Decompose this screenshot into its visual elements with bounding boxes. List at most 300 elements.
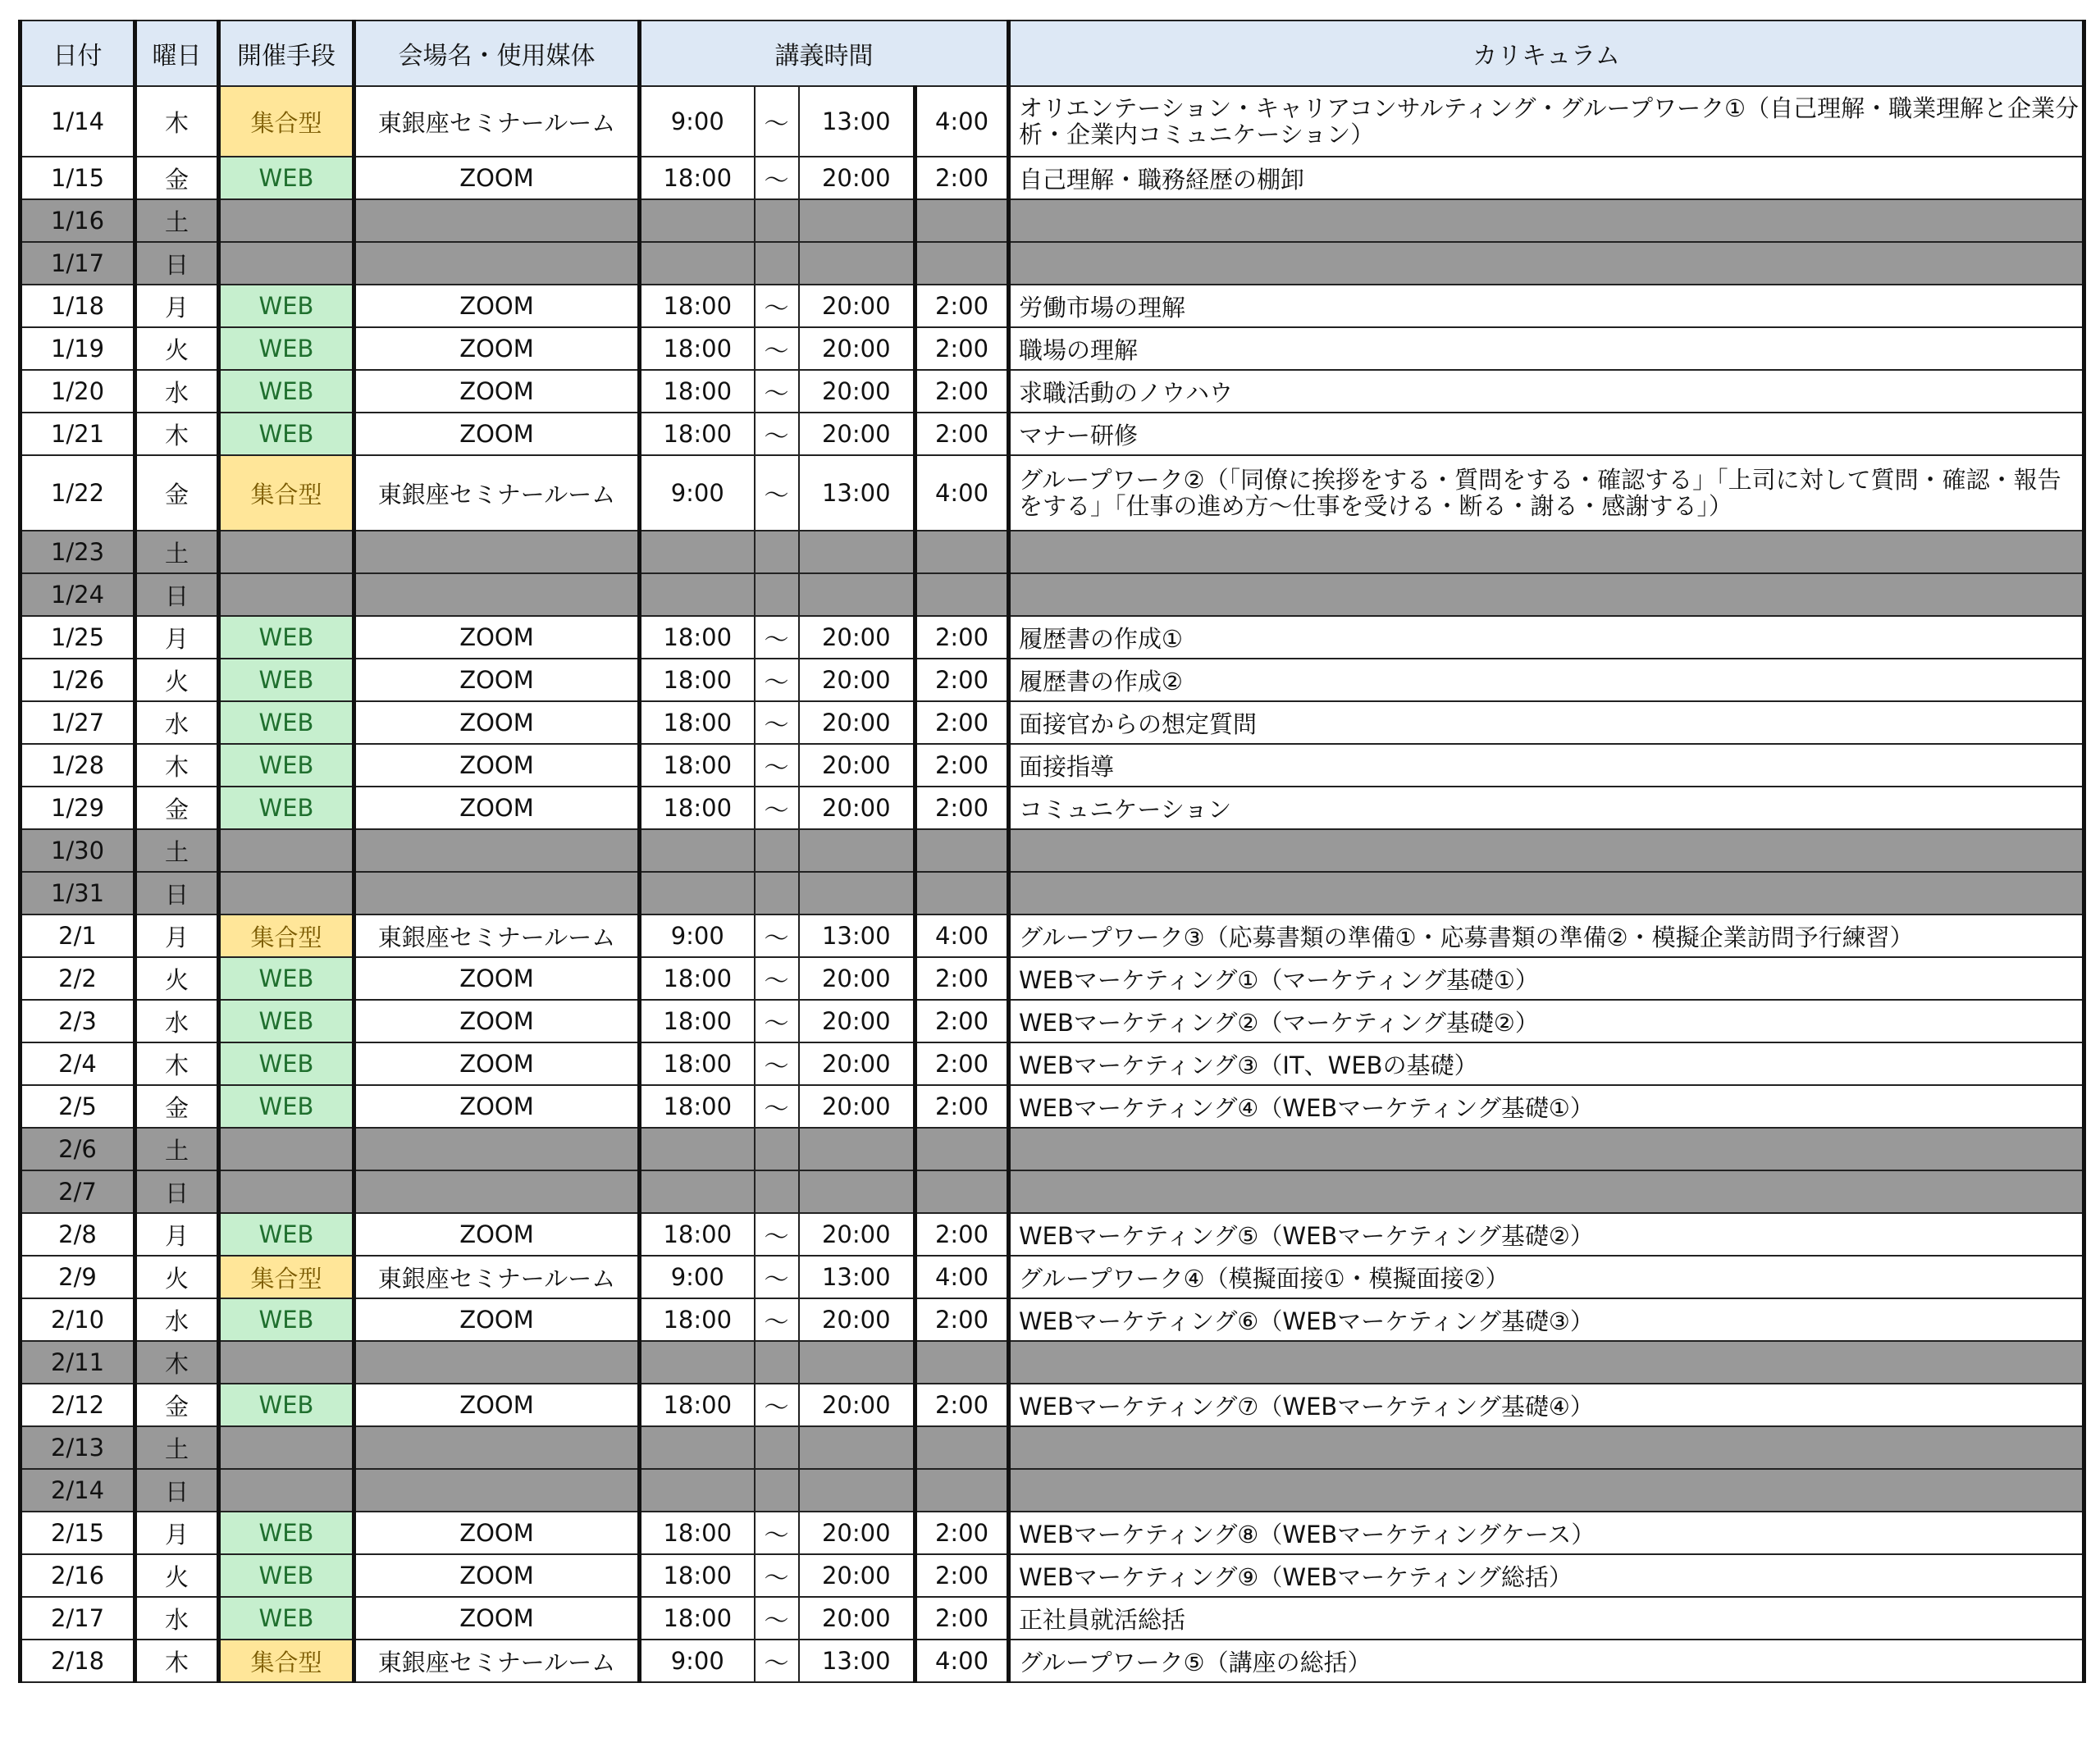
day-cell: 火 (135, 1256, 219, 1298)
duration-cell: 2:00 (915, 616, 1009, 659)
end-time-cell: 13:00 (799, 86, 915, 157)
duration-cell: 2:00 (915, 157, 1009, 199)
end-time-cell: 20:00 (799, 413, 915, 455)
start-time-cell: 18:00 (640, 327, 755, 370)
table-row (21, 957, 2084, 1000)
table-row (21, 1213, 2084, 1256)
table-row (21, 327, 2084, 370)
date-cell: 1/27 (21, 701, 135, 744)
curriculum-cell (1009, 199, 2084, 242)
time-separator: 〜 (755, 1213, 799, 1256)
day-cell: 土 (135, 1128, 219, 1170)
time-separator: 〜 (755, 914, 799, 957)
time-separator (755, 1128, 799, 1170)
start-time-cell: 18:00 (640, 1298, 755, 1341)
venue-cell: ZOOM (354, 1213, 640, 1256)
curriculum-cell: 職場の理解 (1009, 327, 2084, 370)
date-cell: 1/20 (21, 370, 135, 413)
time-separator (755, 1341, 799, 1384)
end-time-cell: 20:00 (799, 1000, 915, 1042)
curriculum-cell: 労働市場の理解 (1009, 285, 2084, 327)
table-row (21, 455, 2084, 531)
curriculum-cell: WEBマーケティング①（マーケティング基礎①） (1009, 957, 2084, 1000)
end-time-cell: 20:00 (799, 957, 915, 1000)
table-row (21, 659, 2084, 701)
day-cell: 月 (135, 1213, 219, 1256)
venue-cell: ZOOM (354, 1384, 640, 1426)
header-method: 開催手段 (219, 21, 354, 86)
time-separator: 〜 (755, 1085, 799, 1128)
curriculum-cell (1009, 1341, 2084, 1384)
date-cell: 2/8 (21, 1213, 135, 1256)
method-badge: WEB (219, 1085, 354, 1128)
curriculum-cell: グループワーク③（応募書類の準備①・応募書類の準備②・模擬企業訪問予行練習） (1009, 914, 2084, 957)
day-cell: 火 (135, 1554, 219, 1597)
method-badge: 集合型 (219, 914, 354, 957)
duration-cell: 2:00 (915, 1042, 1009, 1085)
duration-cell: 2:00 (915, 1512, 1009, 1554)
time-separator (755, 1170, 799, 1213)
time-separator (755, 872, 799, 914)
end-time-cell: 20:00 (799, 1042, 915, 1085)
curriculum-cell: WEBマーケティング⑤（WEBマーケティング基礎②） (1009, 1213, 2084, 1256)
duration-cell: 4:00 (915, 914, 1009, 957)
method-badge: WEB (219, 413, 354, 455)
day-cell: 木 (135, 86, 219, 157)
method-badge: WEB (219, 1554, 354, 1597)
end-time-cell: 13:00 (799, 455, 915, 531)
end-time-cell: 20:00 (799, 1213, 915, 1256)
time-separator: 〜 (755, 327, 799, 370)
time-separator: 〜 (755, 285, 799, 327)
date-cell: 1/28 (21, 744, 135, 787)
venue-cell: ZOOM (354, 659, 640, 701)
venue-cell: ZOOM (354, 327, 640, 370)
curriculum-cell (1009, 1469, 2084, 1512)
time-separator: 〜 (755, 787, 799, 829)
table-row-off-day (21, 199, 2084, 242)
method-badge (219, 1341, 354, 1384)
curriculum-cell: グループワーク⑤（講座の総括） (1009, 1640, 2084, 1682)
time-separator (755, 1469, 799, 1512)
curriculum-cell: WEBマーケティング⑥（WEBマーケティング基礎③） (1009, 1298, 2084, 1341)
start-time-cell: 9:00 (640, 914, 755, 957)
start-time-cell: 18:00 (640, 957, 755, 1000)
table-row (21, 1042, 2084, 1085)
duration-cell: 2:00 (915, 413, 1009, 455)
curriculum-cell: WEBマーケティング⑦（WEBマーケティング基礎④） (1009, 1384, 2084, 1426)
duration-cell: 2:00 (915, 1384, 1009, 1426)
end-time-cell: 20:00 (799, 701, 915, 744)
curriculum-cell: マナー研修 (1009, 413, 2084, 455)
time-separator: 〜 (755, 1597, 799, 1640)
date-cell: 2/11 (21, 1341, 135, 1384)
table-row-off-day (21, 1469, 2084, 1512)
day-cell: 月 (135, 1512, 219, 1554)
day-cell: 水 (135, 1298, 219, 1341)
duration-cell: 2:00 (915, 327, 1009, 370)
table-row (21, 370, 2084, 413)
method-badge (219, 573, 354, 616)
end-time-cell: 13:00 (799, 914, 915, 957)
duration-cell: 2:00 (915, 701, 1009, 744)
start-time-cell (640, 1341, 755, 1384)
curriculum-cell (1009, 531, 2084, 573)
time-separator: 〜 (755, 370, 799, 413)
day-cell: 土 (135, 531, 219, 573)
method-badge: WEB (219, 285, 354, 327)
table-row (21, 1554, 2084, 1597)
schedule-table (18, 20, 2086, 1683)
time-separator: 〜 (755, 616, 799, 659)
venue-cell: 東銀座セミナールーム (354, 86, 640, 157)
end-time-cell (799, 1170, 915, 1213)
duration-cell: 2:00 (915, 285, 1009, 327)
table-row (21, 1597, 2084, 1640)
venue-cell (354, 872, 640, 914)
venue-cell (354, 1469, 640, 1512)
date-cell: 2/18 (21, 1640, 135, 1682)
end-time-cell: 13:00 (799, 1256, 915, 1298)
end-time-cell: 20:00 (799, 1597, 915, 1640)
end-time-cell (799, 199, 915, 242)
method-badge: WEB (219, 616, 354, 659)
time-separator: 〜 (755, 1512, 799, 1554)
venue-cell: 東銀座セミナールーム (354, 455, 640, 531)
date-cell: 1/14 (21, 86, 135, 157)
duration-cell: 4:00 (915, 455, 1009, 531)
method-badge: 集合型 (219, 86, 354, 157)
curriculum-cell (1009, 242, 2084, 285)
table-row (21, 86, 2084, 157)
date-cell: 1/18 (21, 285, 135, 327)
table-row (21, 787, 2084, 829)
duration-cell (915, 1341, 1009, 1384)
table-row-off-day (21, 1170, 2084, 1213)
day-cell: 木 (135, 1042, 219, 1085)
method-badge: WEB (219, 1512, 354, 1554)
time-separator: 〜 (755, 659, 799, 701)
day-cell: 日 (135, 1469, 219, 1512)
method-badge (219, 199, 354, 242)
method-badge (219, 531, 354, 573)
time-separator: 〜 (755, 1298, 799, 1341)
time-separator: 〜 (755, 86, 799, 157)
time-separator: 〜 (755, 1640, 799, 1682)
day-cell: 金 (135, 787, 219, 829)
duration-cell (915, 1426, 1009, 1469)
curriculum-cell: グループワーク④（模擬面接①・模擬面接②） (1009, 1256, 2084, 1298)
method-badge: 集合型 (219, 455, 354, 531)
venue-cell (354, 1170, 640, 1213)
date-cell: 2/5 (21, 1085, 135, 1128)
venue-cell: ZOOM (354, 1512, 640, 1554)
curriculum-cell: 自己理解・職務経歴の棚卸 (1009, 157, 2084, 199)
venue-cell: ZOOM (354, 1554, 640, 1597)
venue-cell (354, 1341, 640, 1384)
date-cell: 1/15 (21, 157, 135, 199)
table-row (21, 413, 2084, 455)
method-badge: WEB (219, 1597, 354, 1640)
date-cell: 2/9 (21, 1256, 135, 1298)
day-cell: 木 (135, 413, 219, 455)
duration-cell (915, 1469, 1009, 1512)
date-cell: 2/13 (21, 1426, 135, 1469)
time-separator: 〜 (755, 1042, 799, 1085)
date-cell: 1/29 (21, 787, 135, 829)
start-time-cell (640, 829, 755, 872)
venue-cell (354, 531, 640, 573)
time-separator: 〜 (755, 1384, 799, 1426)
duration-cell (915, 1128, 1009, 1170)
venue-cell: ZOOM (354, 1042, 640, 1085)
curriculum-cell: WEBマーケティング④（WEBマーケティング基礎①） (1009, 1085, 2084, 1128)
time-separator: 〜 (755, 701, 799, 744)
table-row (21, 914, 2084, 957)
header-curriculum: カリキュラム (1009, 21, 2084, 86)
venue-cell: ZOOM (354, 1085, 640, 1128)
date-cell: 1/21 (21, 413, 135, 455)
day-cell: 月 (135, 914, 219, 957)
start-time-cell: 18:00 (640, 157, 755, 199)
method-badge: WEB (219, 370, 354, 413)
duration-cell (915, 1170, 1009, 1213)
method-badge: WEB (219, 659, 354, 701)
start-time-cell: 9:00 (640, 1640, 755, 1682)
method-badge (219, 1170, 354, 1213)
start-time-cell: 18:00 (640, 701, 755, 744)
venue-cell: ZOOM (354, 1597, 640, 1640)
curriculum-cell: 面接指導 (1009, 744, 2084, 787)
day-cell: 木 (135, 1640, 219, 1682)
date-cell: 2/14 (21, 1469, 135, 1512)
duration-cell (915, 531, 1009, 573)
date-cell: 2/17 (21, 1597, 135, 1640)
end-time-cell: 20:00 (799, 616, 915, 659)
duration-cell: 2:00 (915, 1597, 1009, 1640)
start-time-cell: 18:00 (640, 744, 755, 787)
time-separator: 〜 (755, 1554, 799, 1597)
table-row (21, 285, 2084, 327)
start-time-cell: 18:00 (640, 1554, 755, 1597)
time-separator (755, 242, 799, 285)
start-time-cell (640, 872, 755, 914)
table-row (21, 1640, 2084, 1682)
date-cell: 1/17 (21, 242, 135, 285)
end-time-cell (799, 1128, 915, 1170)
start-time-cell: 18:00 (640, 370, 755, 413)
date-cell: 2/15 (21, 1512, 135, 1554)
curriculum-cell: WEBマーケティング②（マーケティング基礎②） (1009, 1000, 2084, 1042)
method-badge: WEB (219, 701, 354, 744)
curriculum-cell: WEBマーケティング⑨（WEBマーケティング総括） (1009, 1554, 2084, 1597)
date-cell: 2/4 (21, 1042, 135, 1085)
table-row-off-day (21, 531, 2084, 573)
method-badge (219, 1469, 354, 1512)
end-time-cell: 20:00 (799, 1554, 915, 1597)
method-badge (219, 242, 354, 285)
date-cell: 1/16 (21, 199, 135, 242)
start-time-cell: 18:00 (640, 1085, 755, 1128)
time-separator: 〜 (755, 957, 799, 1000)
duration-cell: 2:00 (915, 744, 1009, 787)
venue-cell: ZOOM (354, 1000, 640, 1042)
duration-cell: 2:00 (915, 1000, 1009, 1042)
duration-cell: 2:00 (915, 957, 1009, 1000)
venue-cell (354, 1128, 640, 1170)
duration-cell: 2:00 (915, 787, 1009, 829)
start-time-cell (640, 1469, 755, 1512)
start-time-cell: 18:00 (640, 659, 755, 701)
end-time-cell: 20:00 (799, 285, 915, 327)
method-badge: 集合型 (219, 1256, 354, 1298)
start-time-cell: 18:00 (640, 1597, 755, 1640)
method-badge: WEB (219, 1384, 354, 1426)
method-badge (219, 1426, 354, 1469)
method-badge: WEB (219, 787, 354, 829)
venue-cell (354, 1426, 640, 1469)
venue-cell (354, 242, 640, 285)
date-cell: 1/23 (21, 531, 135, 573)
duration-cell (915, 829, 1009, 872)
duration-cell (915, 573, 1009, 616)
method-badge: WEB (219, 744, 354, 787)
day-cell: 土 (135, 1426, 219, 1469)
end-time-cell (799, 1341, 915, 1384)
date-cell: 1/22 (21, 455, 135, 531)
venue-cell: ZOOM (354, 370, 640, 413)
table-row-off-day (21, 872, 2084, 914)
table-row (21, 1256, 2084, 1298)
method-badge: WEB (219, 327, 354, 370)
day-cell: 金 (135, 1085, 219, 1128)
curriculum-cell (1009, 829, 2084, 872)
method-badge: 集合型 (219, 1640, 354, 1682)
date-cell: 1/19 (21, 327, 135, 370)
end-time-cell: 20:00 (799, 157, 915, 199)
table-row (21, 1085, 2084, 1128)
day-cell: 日 (135, 242, 219, 285)
end-time-cell (799, 829, 915, 872)
venue-cell: 東銀座セミナールーム (354, 1256, 640, 1298)
curriculum-cell (1009, 1170, 2084, 1213)
venue-cell (354, 199, 640, 242)
table-row-off-day (21, 1341, 2084, 1384)
end-time-cell: 20:00 (799, 327, 915, 370)
day-cell: 土 (135, 829, 219, 872)
time-separator: 〜 (755, 1256, 799, 1298)
start-time-cell (640, 1426, 755, 1469)
date-cell: 1/25 (21, 616, 135, 659)
day-cell: 金 (135, 1384, 219, 1426)
venue-cell: ZOOM (354, 616, 640, 659)
time-separator (755, 1426, 799, 1469)
start-time-cell (640, 242, 755, 285)
duration-cell (915, 242, 1009, 285)
venue-cell: ZOOM (354, 787, 640, 829)
day-cell: 水 (135, 701, 219, 744)
end-time-cell: 20:00 (799, 659, 915, 701)
end-time-cell: 20:00 (799, 1298, 915, 1341)
day-cell: 木 (135, 744, 219, 787)
curriculum-cell: 面接官からの想定質問 (1009, 701, 2084, 744)
date-cell: 1/30 (21, 829, 135, 872)
duration-cell: 4:00 (915, 1256, 1009, 1298)
end-time-cell (799, 872, 915, 914)
method-badge: WEB (219, 957, 354, 1000)
start-time-cell: 18:00 (640, 787, 755, 829)
time-separator (755, 531, 799, 573)
time-separator (755, 829, 799, 872)
time-separator: 〜 (755, 744, 799, 787)
day-cell: 水 (135, 370, 219, 413)
curriculum-cell: 求職活動のノウハウ (1009, 370, 2084, 413)
date-cell: 2/6 (21, 1128, 135, 1170)
venue-cell (354, 573, 640, 616)
header-day: 曜日 (135, 21, 219, 86)
curriculum-cell: 履歴書の作成① (1009, 616, 2084, 659)
start-time-cell: 18:00 (640, 1042, 755, 1085)
duration-cell: 2:00 (915, 1554, 1009, 1597)
date-cell: 2/2 (21, 957, 135, 1000)
day-cell: 金 (135, 455, 219, 531)
curriculum-cell: 履歴書の作成② (1009, 659, 2084, 701)
date-cell: 1/31 (21, 872, 135, 914)
venue-cell: ZOOM (354, 413, 640, 455)
method-badge: WEB (219, 1213, 354, 1256)
date-cell: 2/10 (21, 1298, 135, 1341)
time-separator: 〜 (755, 455, 799, 531)
table-row (21, 157, 2084, 199)
start-time-cell: 18:00 (640, 1213, 755, 1256)
venue-cell: 東銀座セミナールーム (354, 914, 640, 957)
table-row-off-day (21, 242, 2084, 285)
header-date: 日付 (21, 21, 135, 86)
end-time-cell (799, 242, 915, 285)
end-time-cell: 20:00 (799, 787, 915, 829)
method-badge: WEB (219, 1298, 354, 1341)
curriculum-cell (1009, 1426, 2084, 1469)
table-row (21, 616, 2084, 659)
venue-cell: ZOOM (354, 1298, 640, 1341)
day-cell: 木 (135, 1341, 219, 1384)
venue-cell (354, 829, 640, 872)
end-time-cell: 20:00 (799, 744, 915, 787)
duration-cell: 4:00 (915, 1640, 1009, 1682)
start-time-cell (640, 1128, 755, 1170)
venue-cell: ZOOM (354, 157, 640, 199)
table-row-off-day (21, 573, 2084, 616)
day-cell: 火 (135, 957, 219, 1000)
method-badge: WEB (219, 157, 354, 199)
time-separator (755, 573, 799, 616)
start-time-cell: 18:00 (640, 1000, 755, 1042)
venue-cell: 東銀座セミナールーム (354, 1640, 640, 1682)
start-time-cell (640, 531, 755, 573)
method-badge: WEB (219, 1042, 354, 1085)
end-time-cell (799, 1426, 915, 1469)
start-time-cell: 9:00 (640, 455, 755, 531)
table-row-off-day (21, 829, 2084, 872)
venue-cell: ZOOM (354, 285, 640, 327)
day-cell: 日 (135, 1170, 219, 1213)
method-badge (219, 1128, 354, 1170)
end-time-cell (799, 531, 915, 573)
start-time-cell: 18:00 (640, 1384, 755, 1426)
start-time-cell: 18:00 (640, 1512, 755, 1554)
method-badge: WEB (219, 1000, 354, 1042)
venue-cell: ZOOM (354, 744, 640, 787)
